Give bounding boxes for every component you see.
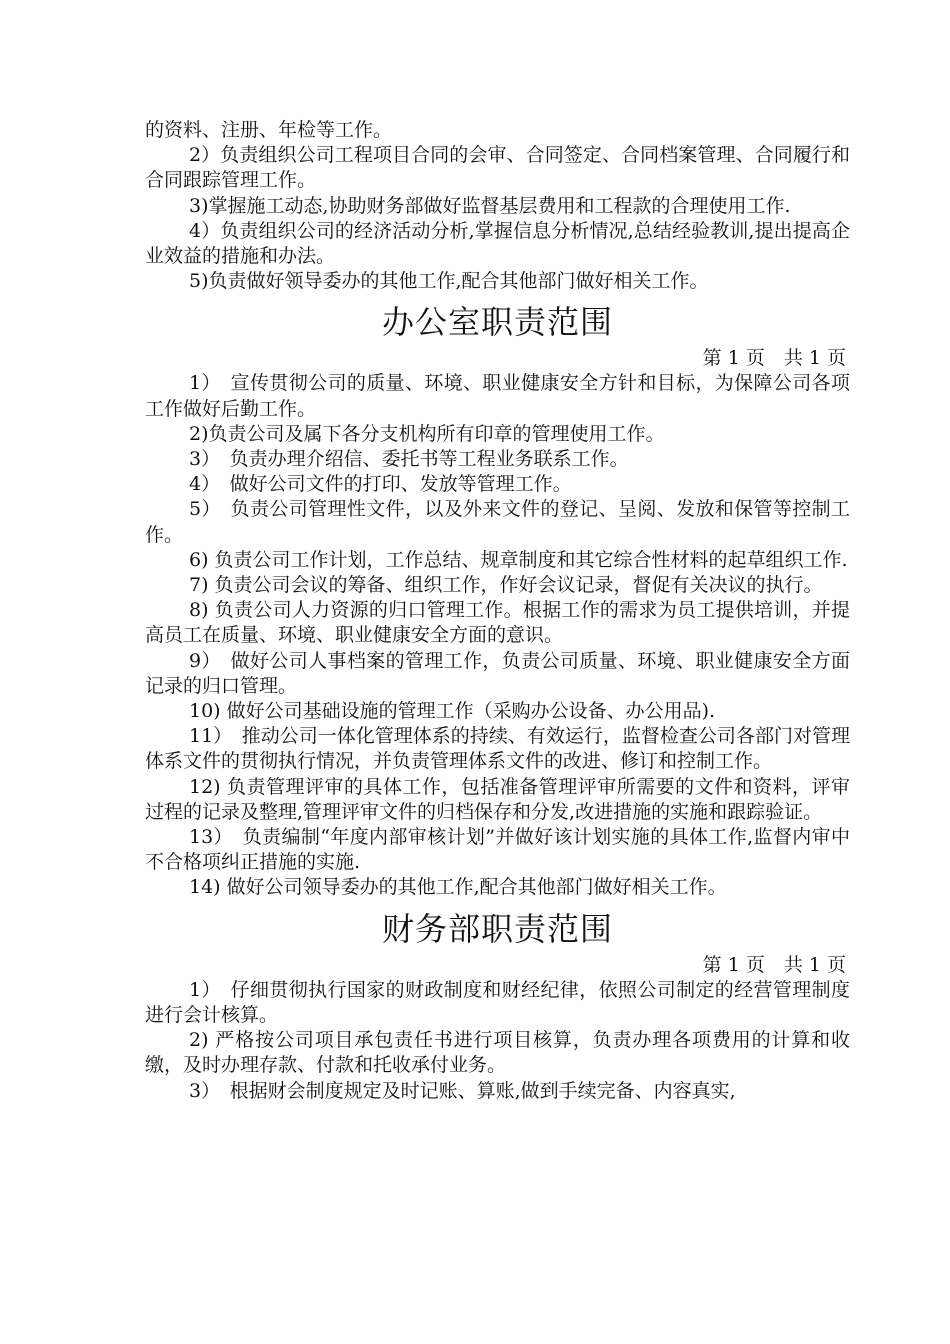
- office-paragraph: 5） 负责公司管理性文件，以及外来文件的登记、呈阅、发放和保管等控制工作。: [145, 498, 850, 546]
- finance-paragraph: 1） 仔细贯彻执行国家的财政制度和财经纪律，依照公司制定的经营管理制度进行会计核算。: [145, 978, 850, 1026]
- finance-section: [145, 905, 850, 1104]
- intro-paragraph-4: 4）负责组织公司的经济活动分析,掌握信息分析情况,总结经验教训,提出提高企业效益的措施和办法。: [145, 219, 850, 268]
- office-paragraph: 8) 负责公司人力资源的归口管理工作。根据工作的需求为员工提供培训，并提高员工在质量、环境、职业健康安全方面的意识。: [145, 599, 850, 647]
- office-section: [145, 298, 850, 900]
- intro-paragraph-2: 2）负责组织公司工程项目合同的会审、合同签定、合同档案管理、合同履行和合同跟踪管理工作。: [145, 144, 850, 192]
- office-paragraph: 12) 负责管理评审的具体工作，包括准备管理评审所需要的文件和资料，评审过程的记录及整理,管理评审文件的归档保存和分发,改进措施的实施和跟踪验证。: [145, 775, 850, 823]
- office-paragraph: 7) 负责公司会议的筹备、组织工作，作好会议记录，督促有关决议的执行。: [189, 574, 823, 597]
- intro-paragraph-5: 5)负责做好领导委办的其他工作,配合其他部门做好相关工作。: [189, 270, 709, 293]
- office-paragraph: 14) 做好公司领导委办的其他工作,配合其他部门做好相关工作。: [189, 876, 727, 899]
- intro-paragraph-1: 的资料、注册、年检等工作。: [145, 119, 393, 141]
- office-paragraph: 4） 做好公司文件的打印、发放等管理工作。: [189, 473, 572, 496]
- finance-section-title: 财务部职责范围: [381, 909, 613, 948]
- finance-paragraph: 2) 严格按公司项目承包责任书进行项目核算，负责办理各项费用的计算和收缴，及时办理存款、付款和托收承付业务。: [145, 1029, 850, 1077]
- office-paragraph: 9） 做好公司人事档案的管理工作，负责公司质量、环境、职业健康安全方面记录的归口管理。: [145, 649, 850, 697]
- finance-page-info: 第 1 页 共 1 页: [702, 953, 846, 976]
- office-paragraph: 11） 推动公司一体化管理体系的持续、有效运行，监督检查公司各部门对管理体系文件的贯彻执行情况，并负责管理体系文件的改进、修订和控制工作。: [145, 725, 850, 773]
- office-paragraph: 10) 做好公司基础设施的管理工作（采购办公设备、办公用品).: [189, 700, 716, 723]
- office-paragraph: 1） 宣传贯彻公司的质量、环境、职业健康安全方针和目标，为保障公司各项工作做好后勤工作。: [145, 372, 850, 420]
- finance-paragraph: 3） 根据财会制度规定及时记账、算账,做到手续完备、内容真实,: [189, 1079, 736, 1102]
- office-paragraph: 13） 负责编制“年度内部审核计划”并做好该计划实施的具体工作,监督内审中不合格项纠正措施的实施.: [145, 826, 850, 874]
- document-body: [145, 118, 850, 1104]
- office-section-title: 办公室职责范围: [381, 303, 613, 342]
- intro-section: [145, 118, 850, 294]
- office-paragraph: 2)负责公司及属下各分支机构所有印章的管理使用工作。: [189, 422, 665, 445]
- office-paragraph: 3） 负责办理介绍信、委托书等工程业务联系工作。: [189, 448, 629, 471]
- office-paragraph: 6) 负责公司工作计划，工作总结、规章制度和其它综合性材料的起草组织工作.: [189, 548, 848, 571]
- office-page-info: 第 1 页 共 1 页: [702, 347, 846, 370]
- intro-paragraph-3: 3)掌握施工动态,协助财务部做好监督基层费用和工程款的合理使用工作.: [189, 194, 791, 217]
